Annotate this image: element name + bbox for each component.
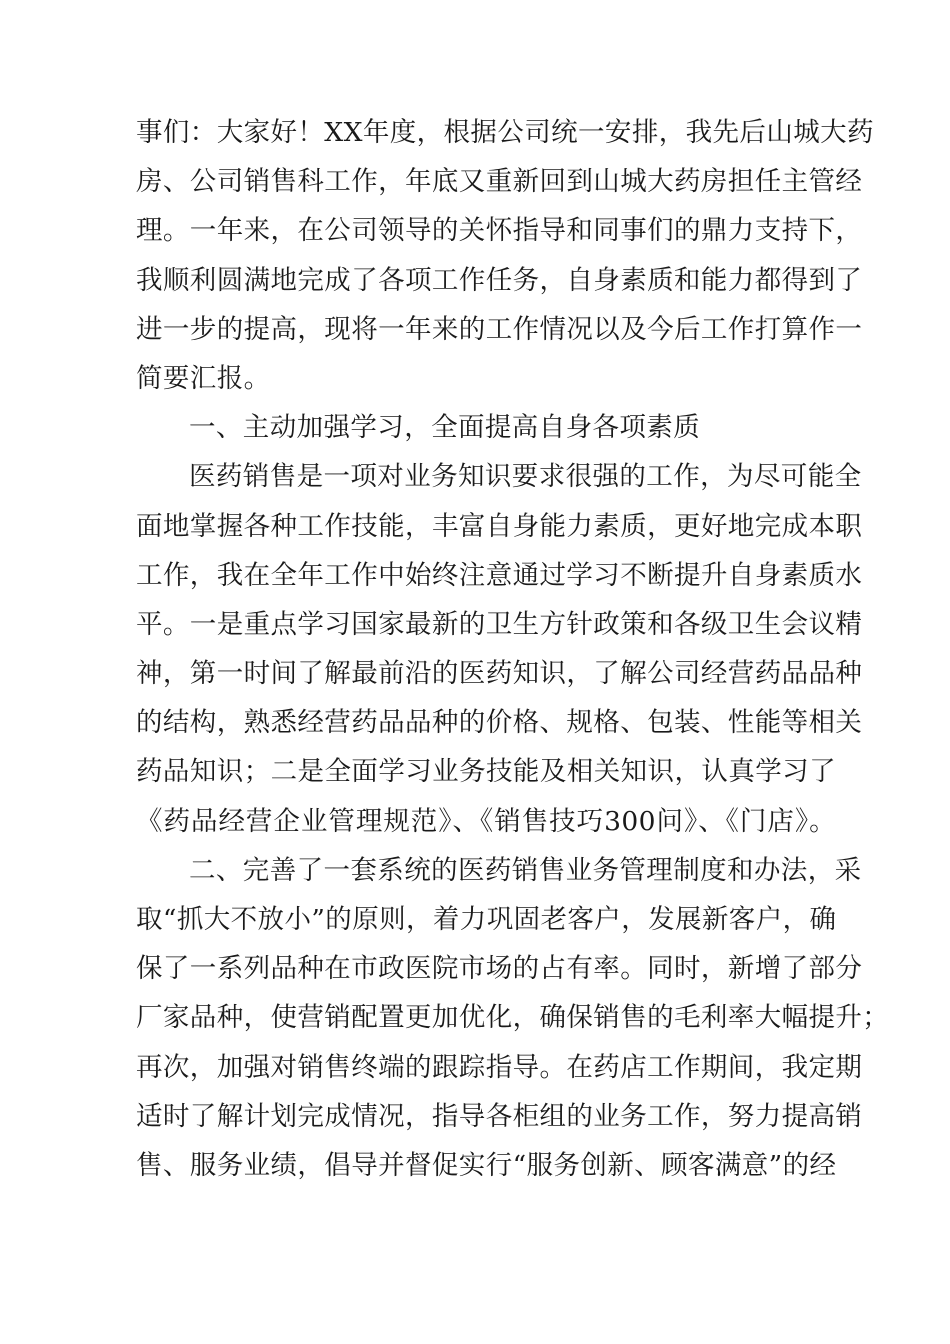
text-line: 取“抓大不放小”的原则，着力巩固老客户，发展新客户，确 (136, 904, 837, 935)
section-heading: 一、主动加强学习，全面提高自身各项素质 (189, 412, 701, 444)
text-line: 平。一是重点学习国家最新的卫生方针政策和各级卫生会议精 (136, 608, 863, 640)
text-line: 进一步的提高，现将一年来的工作情况以及今后工作打算作一 (136, 313, 863, 345)
text-line: 房、公司销售科工作，年底又重新回到山城大药房担任主管经 (136, 166, 863, 198)
text-line: 事们：大家好！XX年度，根据公司统一安排，我先后山城大药 (136, 117, 874, 148)
text-line: 我顺利圆满地完成了各项工作任务，自身素质和能力都得到了 (136, 264, 863, 296)
text-line: 的结构，熟悉经营药品品种的价格、规格、包装、性能等相关 (136, 707, 863, 739)
text-line: 简要汇报。 (136, 362, 271, 394)
text-line: 厂家品种，使营销配置更加优化，确保销售的毛利率大幅提升； (136, 1002, 890, 1034)
document-body (136, 108, 890, 1190)
text-line: 工作，我在全年工作中始终注意通过学习不断提升自身素质水 (136, 559, 863, 591)
text-line: 保了一系列品种在市政医院市场的占有率。同时，新增了部分 (136, 953, 863, 985)
text-line: 再次，加强对销售终端的跟踪指导。在药店工作期间，我定期 (136, 1051, 863, 1083)
text-line: 面地掌握各种工作技能，丰富自身能力素质，更好地完成本职 (136, 510, 863, 542)
text-line: 理。一年来，在公司领导的关怀指导和同事们的鼎力支持下， (136, 215, 863, 247)
text-line: 二、完善了一套系统的医药销售业务管理制度和办法，采 (189, 854, 862, 886)
text-line: 医药销售是一项对业务知识要求很强的工作，为尽可能全 (189, 461, 862, 493)
text-line: 神，第一时间了解最前沿的医药知识，了解公司经营药品品种 (136, 658, 863, 690)
text-line: 适时了解计划完成情况，指导各柜组的业务工作，努力提高销 (136, 1100, 863, 1132)
text-line: 售、服务业绩，倡导并督促实行“服务创新、顾客满意”的经 (136, 1149, 837, 1181)
text-line: 《药品经营企业管理规范》、《销售技巧300问》、《门店》。 (136, 805, 836, 837)
text-line: 药品知识；二是全面学习业务技能及相关知识，认真学习了 (136, 756, 836, 788)
